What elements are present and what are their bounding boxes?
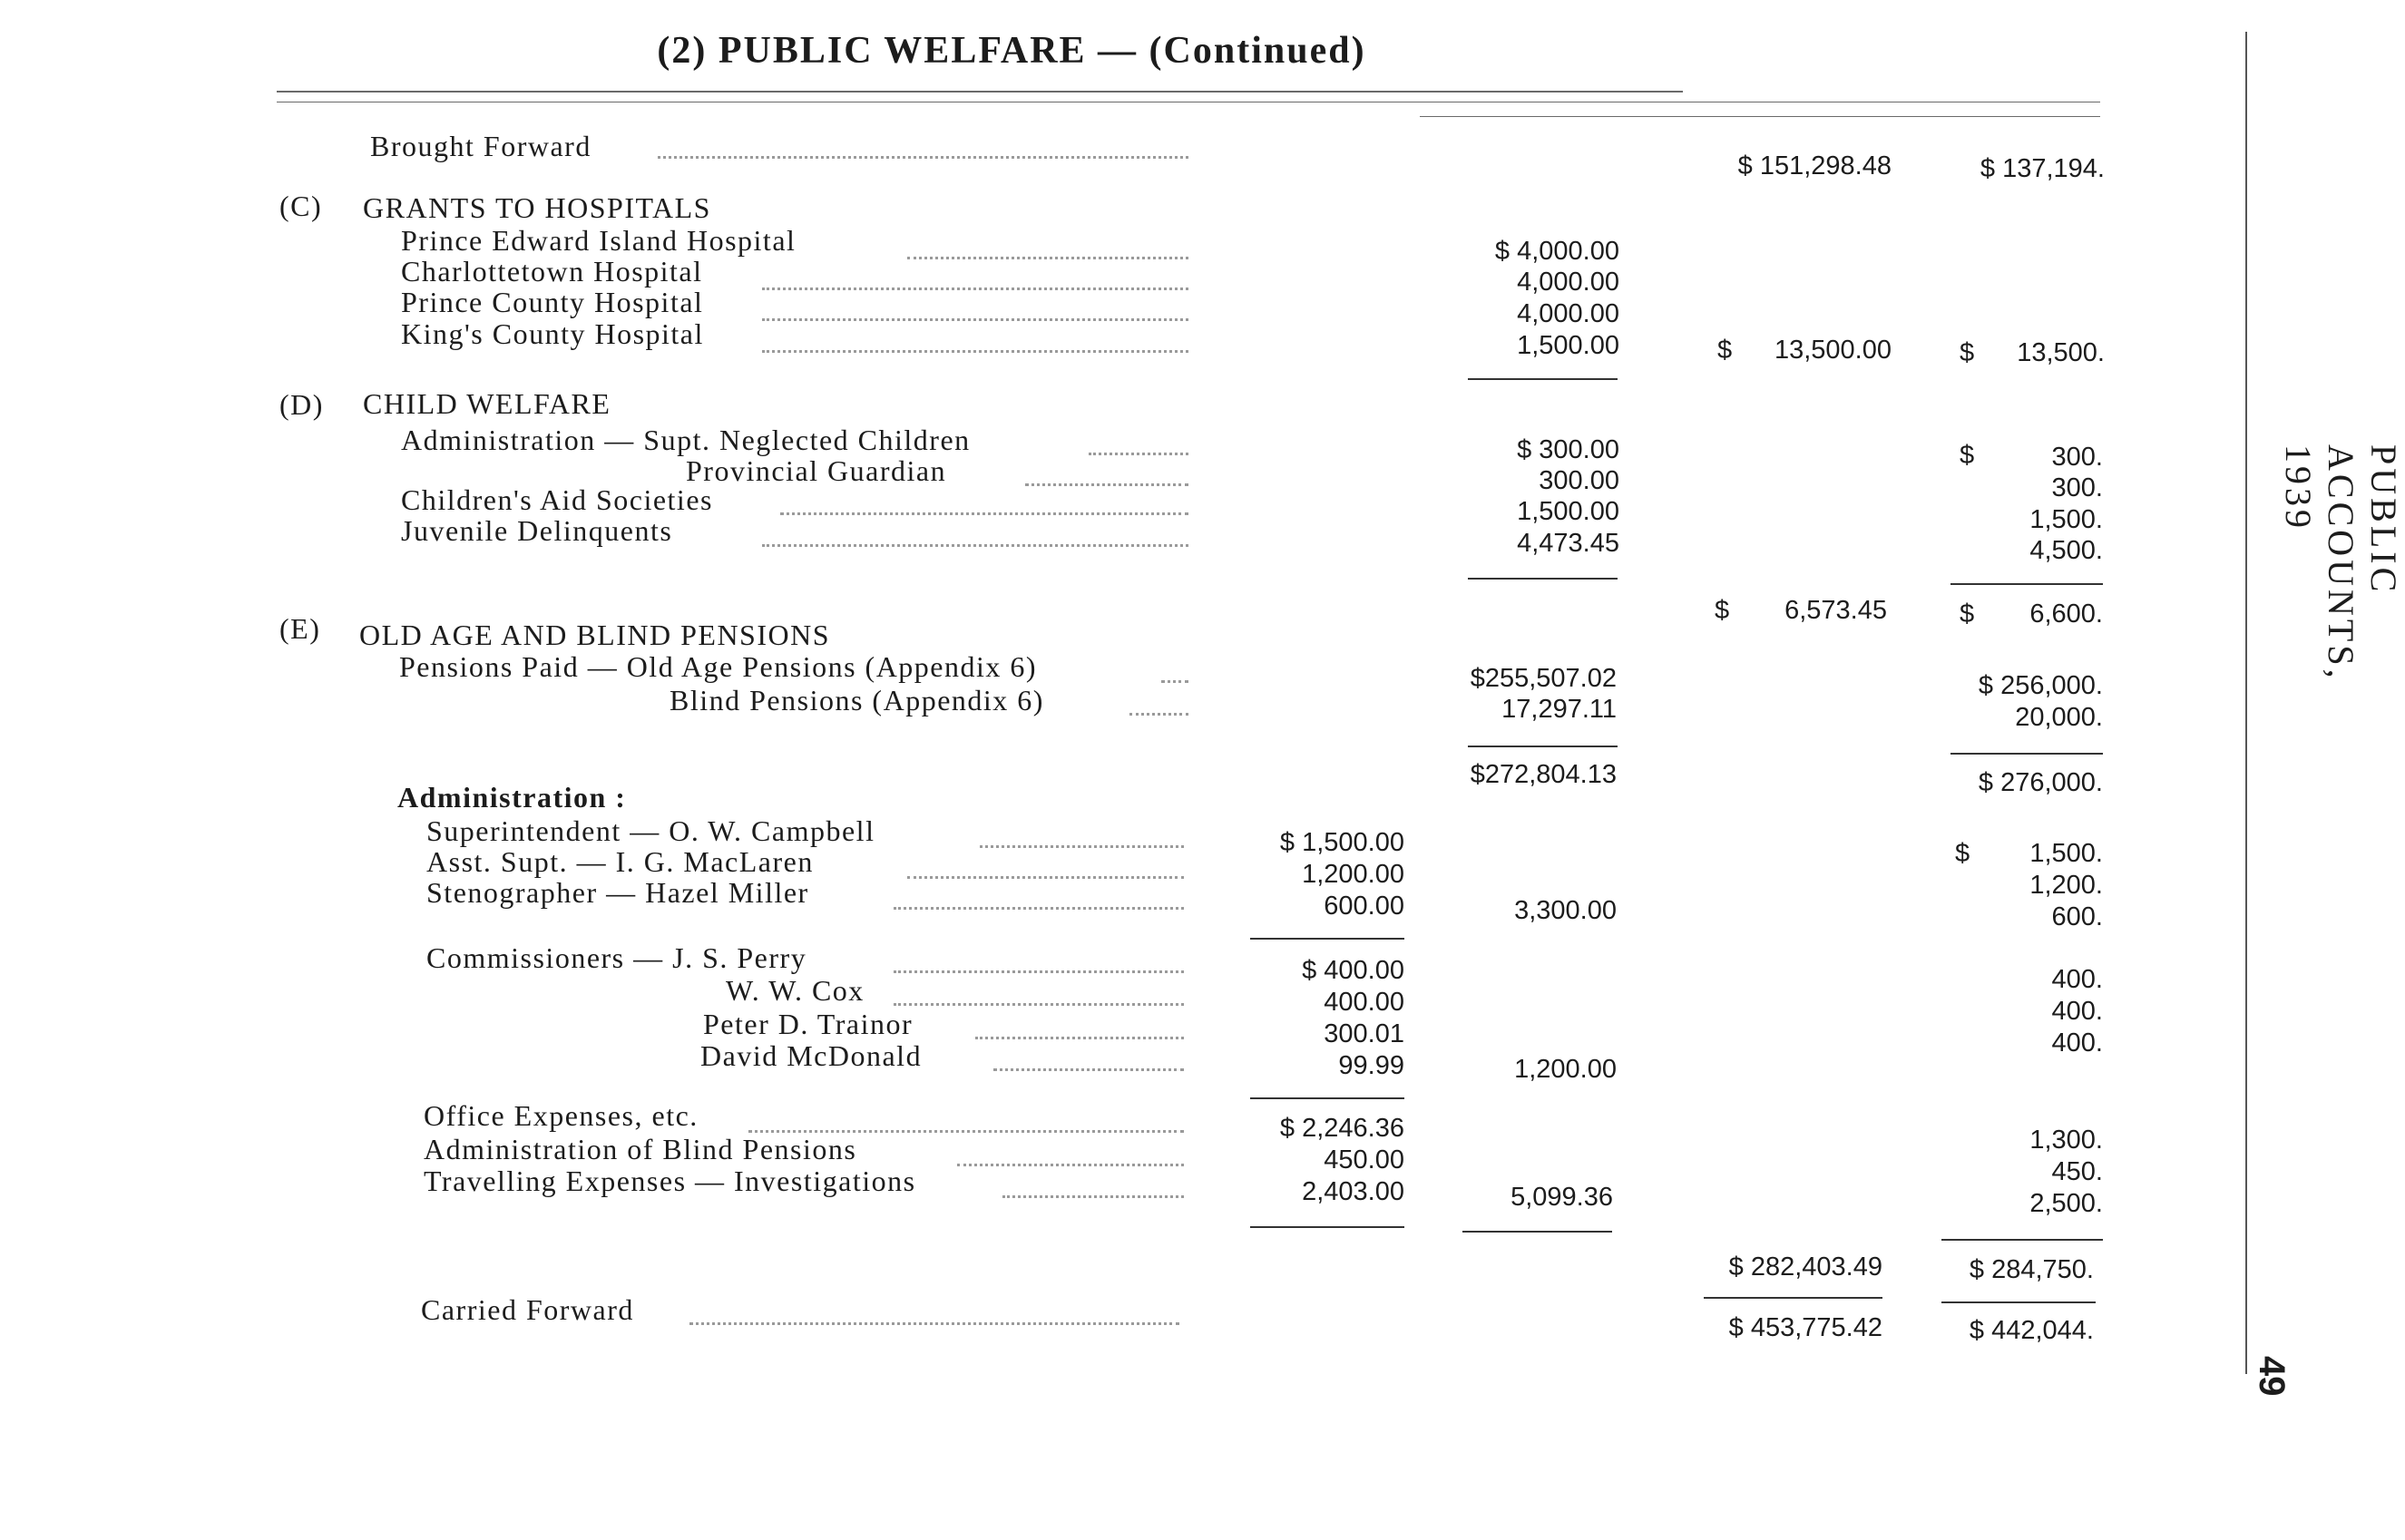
- commissioner-amount: 300.01: [1324, 1019, 1404, 1048]
- section-e-estimate-total: $ 284,750.: [1969, 1255, 2094, 1284]
- underline: [1941, 1239, 2103, 1241]
- expense-estimate: 450.: [2051, 1157, 2103, 1186]
- expense-label: Administration of Blind Pensions: [424, 1133, 857, 1165]
- leader-dots: [975, 1037, 1184, 1045]
- commissioner-label: David McDonald: [700, 1039, 923, 1072]
- leader-dots: [762, 544, 1188, 552]
- section-c-total: 13,500.00: [1774, 336, 1892, 365]
- leader-dots: [780, 512, 1188, 521]
- pensions-estimate-total: $ 276,000.: [1978, 768, 2103, 797]
- leader-dots: [762, 350, 1188, 358]
- underline: [1468, 578, 1618, 580]
- hospital-amount: 4,000.00: [1517, 268, 1619, 297]
- hospital-label: Prince County Hospital: [401, 286, 704, 318]
- commissioner-amount: 400.00: [1324, 988, 1404, 1017]
- section-c-title: GRANTS TO HOSPITALS: [363, 191, 711, 224]
- pension-amount: $255,507.02: [1470, 664, 1617, 693]
- child-estimate: 300.: [2051, 473, 2103, 502]
- brought-forward-label: Brought Forward: [370, 130, 591, 162]
- side-header: PUBLIC ACCOUNTS, 1939: [2278, 444, 2404, 682]
- leader-dots: [762, 318, 1188, 327]
- leader-dots: [957, 1164, 1184, 1172]
- expense-amount: 2,403.00: [1302, 1177, 1404, 1206]
- hospital-amount: 1,500.00: [1517, 331, 1619, 360]
- expense-estimate: 1,300.: [2029, 1126, 2103, 1155]
- hospital-label: Charlottetown Hospital: [401, 255, 703, 288]
- commissioner-amount: 99.99: [1338, 1051, 1404, 1080]
- staff-label: Superintendent — O. W. Campbell: [426, 814, 875, 847]
- child-estimate-dollar: $: [1960, 441, 1975, 470]
- carried-forward-estimate: $ 442,044.: [1969, 1316, 2094, 1345]
- staff-amount: $ 1,500.00: [1279, 828, 1404, 857]
- commissioner-label: W. W. Cox: [726, 974, 865, 1007]
- section-e-title: OLD AGE AND BLIND PENSIONS: [359, 619, 831, 651]
- child-amount: 4,473.45: [1517, 529, 1619, 558]
- underline: [1468, 746, 1618, 747]
- underline: [1250, 938, 1404, 940]
- pensions-total: $272,804.13: [1470, 760, 1617, 789]
- child-amount: 300.00: [1539, 466, 1619, 495]
- underline: [1462, 1231, 1612, 1233]
- leader-dots: [907, 257, 1188, 265]
- hospital-label: Prince Edward Island Hospital: [401, 224, 797, 257]
- commissioner-amount: $ 400.00: [1302, 956, 1404, 985]
- child-item-label: Juvenile Delinquents: [401, 514, 673, 547]
- child-admin-label: Administration — Supt. Neglected Children: [401, 424, 971, 456]
- expense-amount: 450.00: [1324, 1145, 1404, 1174]
- child-estimate: 1,500.: [2029, 505, 2103, 534]
- staff-estimate: 600.: [2051, 902, 2103, 931]
- child-item-label: Children's Aid Societies: [401, 483, 713, 516]
- header-rule: [277, 91, 1683, 93]
- leader-dots: [894, 907, 1184, 915]
- page-number: 49: [2252, 1356, 2292, 1397]
- leader-dots: [1129, 713, 1188, 721]
- blind-pensions-label: Blind Pensions (Appendix 6): [670, 684, 1044, 716]
- underline: [1250, 1097, 1404, 1099]
- brought-forward-estimate: $ 137,194.: [1980, 154, 2105, 183]
- brought-forward-total: $ 151,298.48: [1737, 151, 1892, 180]
- leader-dots: [980, 845, 1184, 853]
- section-e-total: $ 282,403.49: [1728, 1252, 1882, 1282]
- leader-dots: [894, 1003, 1184, 1011]
- pension-estimate: $ 256,000.: [1978, 671, 2103, 700]
- staff-label: Stenographer — Hazel Miller: [426, 876, 809, 909]
- expense-estimate: 2,500.: [2029, 1189, 2103, 1218]
- staff-subtotal: 3,300.00: [1514, 896, 1617, 925]
- pensions-label: Pensions Paid — Old Age Pensions (Appendix 6): [399, 650, 1038, 683]
- section-d-estimate-dollar: $: [1960, 599, 1975, 629]
- underline: [1468, 378, 1618, 380]
- child-amount: $ 300.00: [1517, 435, 1619, 464]
- section-e-marker: (E): [279, 612, 321, 645]
- leader-dots: [689, 1322, 1179, 1330]
- hospital-label: King's County Hospital: [401, 317, 704, 350]
- hospital-amount: 4,000.00: [1517, 299, 1619, 328]
- commissioner-estimate: 400.: [2051, 1028, 2103, 1058]
- leader-dots: [993, 1068, 1184, 1077]
- leader-dots: [762, 288, 1188, 296]
- commissioners-label: Commissioners — J. S. Perry: [426, 941, 807, 974]
- staff-amount: 600.00: [1324, 892, 1404, 921]
- child-estimate: 4,500.: [2029, 536, 2103, 565]
- staff-estimate: 1,200.: [2029, 871, 2103, 900]
- underline: [1950, 753, 2103, 755]
- leader-dots: [1025, 483, 1188, 492]
- commissioner-estimate: 400.: [2051, 997, 2103, 1026]
- section-d-estimate: 6,600.: [2029, 599, 2103, 629]
- leader-dots: [1002, 1195, 1184, 1204]
- underline: [1250, 1226, 1404, 1228]
- expense-label: Travelling Expenses — Investigations: [424, 1165, 916, 1197]
- leader-dots: [894, 970, 1184, 979]
- expense-label: Office Expenses, etc.: [424, 1099, 699, 1132]
- underline: [1950, 583, 2103, 585]
- staff-label: Asst. Supt. — I. G. MacLaren: [426, 845, 814, 878]
- expense-amount: $ 2,246.36: [1279, 1114, 1404, 1143]
- section-d-title: CHILD WELFARE: [363, 387, 611, 420]
- section-d-total: 6,573.45: [1784, 596, 1887, 625]
- hospital-amount: $ 4,000.00: [1494, 237, 1619, 266]
- commissioner-estimate: 400.: [2051, 965, 2103, 994]
- page-title: (2) PUBLIC WELFARE — (Continued): [657, 30, 1366, 72]
- header-rule-right: [1420, 116, 2100, 117]
- child-estimate: 300.: [2051, 443, 2103, 472]
- staff-estimate: 1,500.: [2029, 839, 2103, 868]
- pension-estimate: 20,000.: [2015, 703, 2103, 732]
- carried-forward-total: $ 453,775.42: [1728, 1313, 1882, 1342]
- section-c-estimate: 13,500.: [2017, 338, 2105, 367]
- section-c-marker: (C): [279, 190, 323, 222]
- leader-dots: [907, 876, 1184, 884]
- section-c-total-dollar: $: [1717, 336, 1733, 365]
- staff-estimate-dollar: $: [1955, 839, 1970, 868]
- section-c-estimate-dollar: $: [1960, 338, 1975, 367]
- commissioners-subtotal: 1,200.00: [1514, 1055, 1617, 1084]
- underline: [1704, 1297, 1882, 1299]
- child-guardian-label: Provincial Guardian: [686, 454, 947, 487]
- admin-heading: Administration :: [397, 781, 627, 814]
- leader-dots: [1161, 680, 1188, 688]
- leader-dots: [748, 1130, 1184, 1138]
- carried-forward-label: Carried Forward: [421, 1293, 634, 1326]
- underline: [1941, 1301, 2096, 1303]
- section-d-total-dollar: $: [1715, 596, 1730, 625]
- leader-dots: [658, 156, 1188, 164]
- pension-amount: 17,297.11: [1501, 695, 1617, 724]
- expenses-subtotal: 5,099.36: [1510, 1183, 1613, 1212]
- leader-dots: [1089, 453, 1188, 461]
- section-d-marker: (D): [279, 388, 324, 421]
- child-amount: 1,500.00: [1517, 497, 1619, 526]
- staff-amount: 1,200.00: [1302, 860, 1404, 889]
- commissioner-label: Peter D. Trainor: [703, 1008, 914, 1040]
- margin-rule: [2245, 32, 2247, 1374]
